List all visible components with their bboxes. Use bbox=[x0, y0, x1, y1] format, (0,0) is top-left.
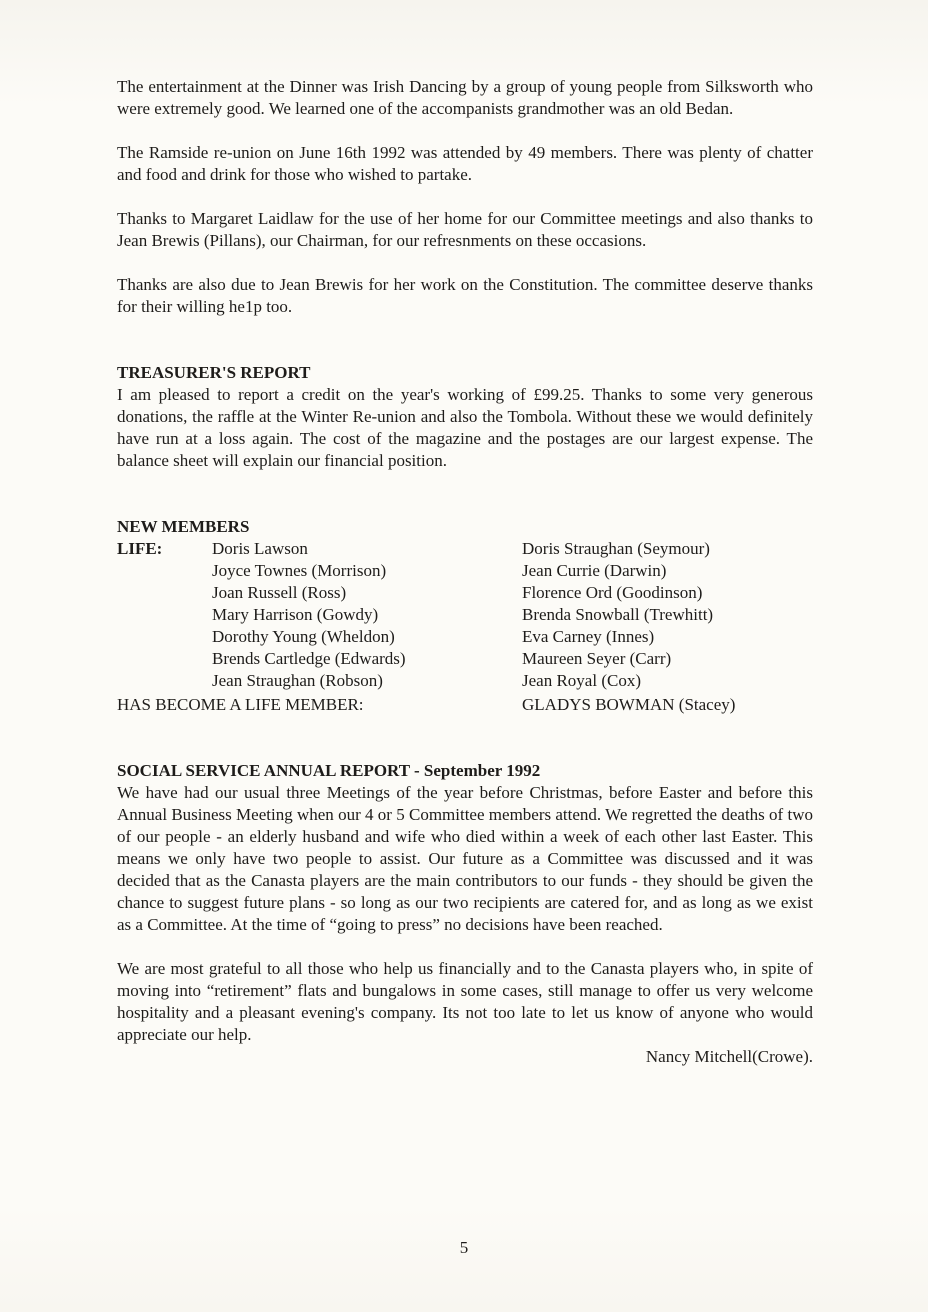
social-service-paragraph-2: We are most grateful to all those who help us financially and to the Canasta players who, in spite of moving into “retirement” flats and bungalows in some cases, still manage to offer us very welcome hospitality and a pleasant evening's company. Its not too late to let us know of anyone who would appreciate our help. bbox=[117, 959, 813, 1044]
treasurer-heading: TREASURER'S REPORT bbox=[117, 363, 311, 382]
page-content bbox=[117, 76, 813, 1068]
member-name: Brenda Snowball (Trewhitt) bbox=[522, 605, 714, 624]
life-member-row bbox=[117, 694, 813, 716]
treasurer-text: I am pleased to report a credit on the year's working of £99.25. Thanks to some very generous donations, the raffle at the Winter Re-union and also the Tombola. Without these we would definitely have run at a loss again. The cost of the magazine and the postages are our largest expense. The balance sheet will explain our financial position. bbox=[117, 385, 813, 470]
member-name: Doris Straughan (Seymour) bbox=[522, 539, 710, 558]
life-label: LIFE: bbox=[117, 539, 163, 558]
new-members-heading: NEW MEMBERS bbox=[117, 517, 250, 536]
member-name: Doris Lawson bbox=[212, 539, 308, 558]
member-name: Maureen Seyer (Carr) bbox=[522, 649, 672, 668]
members-column-b bbox=[522, 538, 813, 692]
member-name: Jean Currie (Darwin) bbox=[522, 561, 667, 580]
signature: Nancy Mitchell(Crowe). bbox=[645, 1047, 813, 1066]
paragraph-dinner-entertainment: The entertainment at the Dinner was Irish Dancing by a group of young people from Silksworth who were extremely good. We learned one of the accompanists grandmother was an old Bedan. bbox=[117, 77, 813, 118]
member-name: Joan Russell (Ross) bbox=[212, 583, 347, 602]
page-number: 5 bbox=[459, 1238, 469, 1257]
member-name: Brends Cartledge (Edwards) bbox=[212, 649, 406, 668]
paragraph-thanks-laidlaw: Thanks to Margaret Laidlaw for the use of her home for our Committee meetings and also thanks to Jean Brewis (Pillans), our Chairman, for our refresnments on these occasions. bbox=[117, 209, 813, 250]
became-life-member-label: HAS BECOME A LIFE MEMBER: bbox=[117, 695, 364, 714]
member-name: Florence Ord (Goodinson) bbox=[522, 583, 703, 602]
paragraph-ramside-reunion: The Ramside re-union on June 16th 1992 was attended by 49 members. There was plenty of chatter and food and drink for those who wished to partake. bbox=[117, 143, 813, 184]
member-name: Eva Carney (Innes) bbox=[522, 627, 655, 646]
member-name: Jean Royal (Cox) bbox=[522, 671, 641, 690]
member-name: Dorothy Young (Wheldon) bbox=[212, 627, 395, 646]
member-name: Mary Harrison (Gowdy) bbox=[212, 605, 379, 624]
became-life-member-name: GLADYS BOWMAN (Stacey) bbox=[522, 695, 736, 714]
social-service-paragraph-1: We have had our usual three Meetings of the year before Christmas, before Easter and before this Annual Business Meeting when our 4 or 5 Committee members attend. We regretted the deaths of two of our people - an elderly husband and wife who died within a week of each other last Easter. This means we only have two people to assist. Our future as a Committee was discussed and it was decided that as the Canasta players are the main contributors to our funds - they should be given the chance to suggest future plans - so long as our two recipients are catered for, and as long as we exist as a Committee. At the time of “going to press” no decisions have been reached. bbox=[117, 783, 813, 934]
paragraph-thanks-brewis: Thanks are also due to Jean Brewis for her work on the Constitution. The committee deserve thanks for their willing he1p too. bbox=[117, 275, 813, 316]
new-members-list bbox=[117, 538, 813, 692]
member-name: Joyce Townes (Morrison) bbox=[212, 561, 387, 580]
social-service-heading: SOCIAL SERVICE ANNUAL REPORT - September 1992 bbox=[117, 761, 541, 780]
members-column-a bbox=[212, 538, 522, 692]
member-name: Jean Straughan (Robson) bbox=[212, 671, 383, 690]
